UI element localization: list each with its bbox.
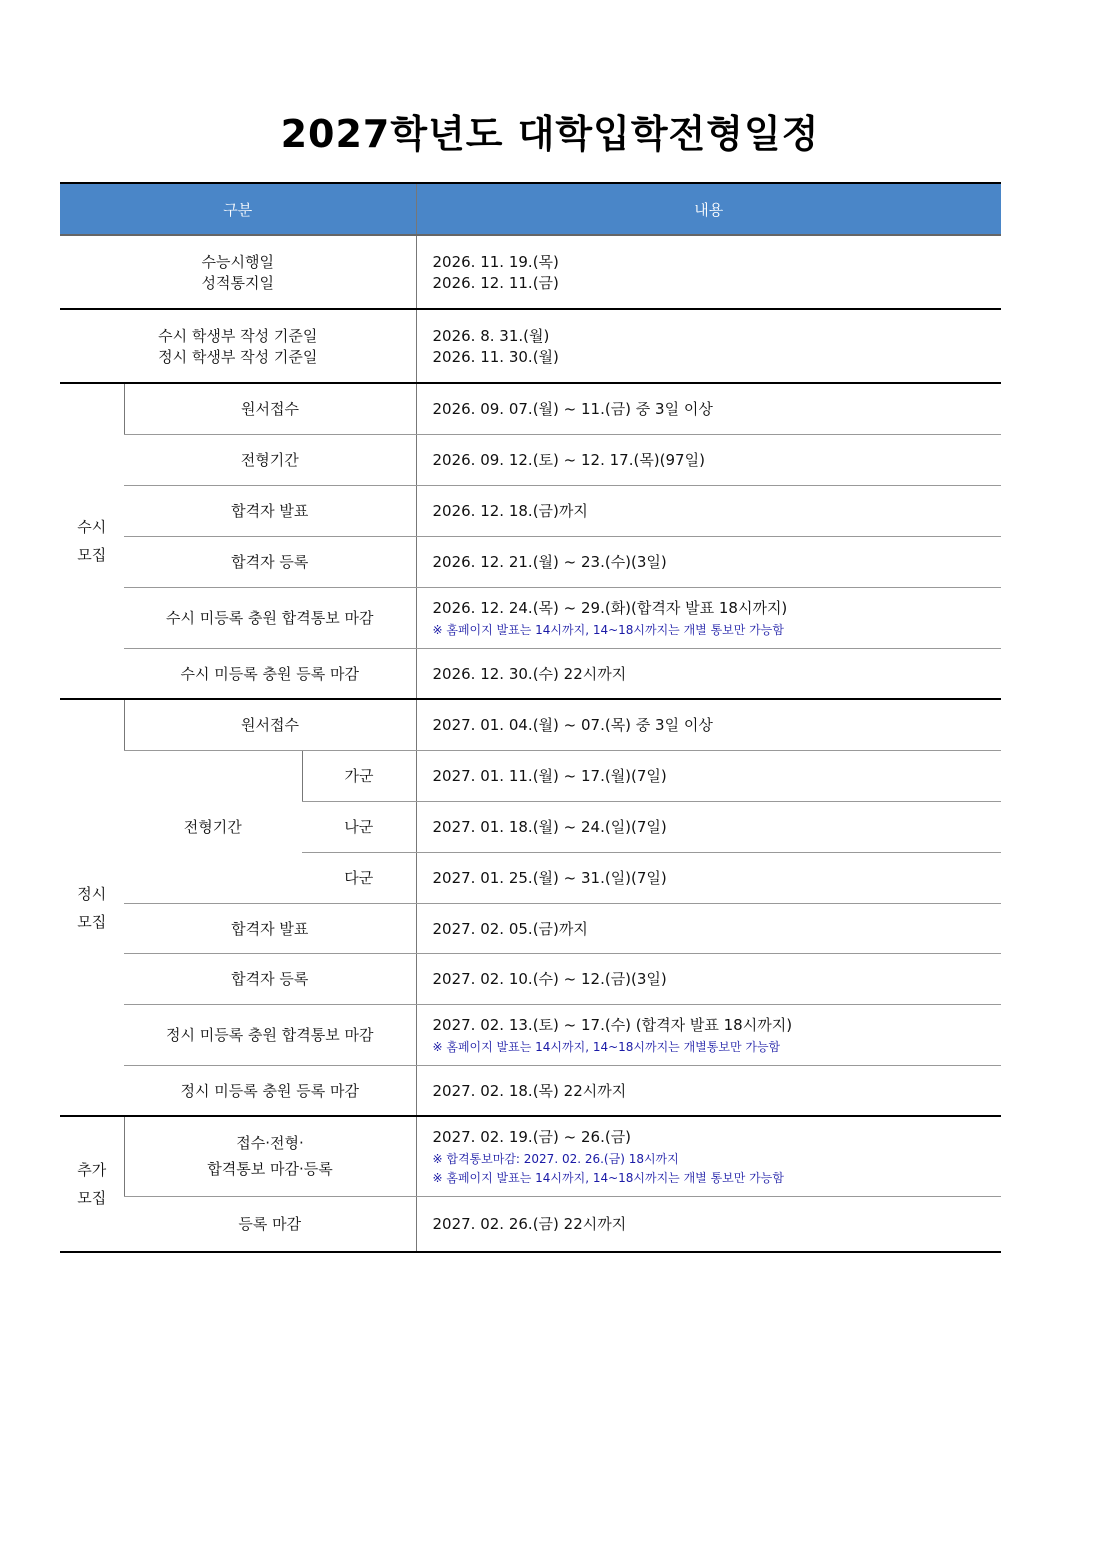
row-value: 2027. 02. 05.(금)까지 <box>416 903 1001 953</box>
row-value: 2027. 01. 25.(월) ~ 31.(일)(7일) <box>416 852 1001 903</box>
row-value-cell <box>416 587 1001 648</box>
row-value-cell <box>416 1116 1001 1196</box>
period-sub-label: 나군 <box>302 801 416 852</box>
row-value: 2027. 02. 26.(금) 22시까지 <box>416 1196 1001 1252</box>
row-value: 2027. 02. 18.(목) 22시까지 <box>416 1065 1001 1116</box>
row-note: ※ 합격통보마감: 2027. 02. 26.(금) 18시까지 <box>432 1152 679 1167</box>
row-label: 원서접수 <box>124 383 416 434</box>
exam-label-cell <box>60 235 416 309</box>
row-value: 2027. 01. 04.(월) ~ 07.(목) 중 3일 이상 <box>416 699 1001 750</box>
row-value: 2027. 02. 10.(수) ~ 12.(금)(3일) <box>416 953 1001 1004</box>
exam-date-value: 2026. 11. 19.(목) <box>432 253 559 271</box>
score-date-label: 성적통지일 <box>201 274 274 292</box>
row-label: 접수·전형· 합격통보 마감·등록 <box>124 1116 416 1196</box>
period-label: 전형기간 <box>124 750 302 903</box>
row-value: 2026. 12. 21.(월) ~ 23.(수)(3일) <box>416 536 1001 587</box>
row-label: 합격자 등록 <box>124 536 416 587</box>
table-row <box>60 750 1001 801</box>
susi-record-value: 2026. 8. 31.(월) <box>432 327 550 345</box>
period-sub-label: 가군 <box>302 750 416 801</box>
chuga-group-label: 추가 모집 <box>60 1116 124 1252</box>
score-date-value: 2026. 12. 11.(금) <box>432 274 559 292</box>
table-row <box>60 648 1001 699</box>
row-value-cell <box>416 1004 1001 1065</box>
jeongsi-record-value: 2026. 11. 30.(월) <box>432 348 559 366</box>
row-value: 2026. 09. 12.(토) ~ 12. 17.(목)(97일) <box>416 434 1001 485</box>
table-row <box>60 1065 1001 1116</box>
table-row <box>60 587 1001 648</box>
exam-date-label: 수능시행일 <box>201 253 274 271</box>
row-value: 2026. 09. 07.(월) ~ 11.(금) 중 3일 이상 <box>416 383 1001 434</box>
table-row <box>60 536 1001 587</box>
row-value: 2027. 02. 13.(토) ~ 17.(수) (합격자 발표 18시까지) <box>432 1016 793 1034</box>
table-row <box>60 699 1001 750</box>
table-row <box>60 309 1001 383</box>
record-value-cell <box>416 309 1001 383</box>
row-label: 수시 미등록 충원 합격통보 마감 <box>124 587 416 648</box>
table-row <box>60 383 1001 434</box>
susi-group-label: 수시 모집 <box>60 383 124 699</box>
row-value: 2027. 01. 11.(월) ~ 17.(월)(7일) <box>416 750 1001 801</box>
jeongsi-group-label: 정시 모집 <box>60 699 124 1116</box>
row-label: 정시 미등록 충원 등록 마감 <box>124 1065 416 1116</box>
row-label: 합격자 등록 <box>124 953 416 1004</box>
table-row <box>60 953 1001 1004</box>
table-row <box>60 1196 1001 1252</box>
row-label: 전형기간 <box>124 434 416 485</box>
exam-value-cell <box>416 235 1001 309</box>
row-note: ※ 홈페이지 발표는 14시까지, 14~18시까지는 개별 통보만 가능함 <box>432 623 784 637</box>
page-title: 2027학년도 대학입학전형일정 <box>280 112 820 156</box>
table-row <box>60 903 1001 953</box>
susi-record-label: 수시 학생부 작성 기준일 <box>158 327 318 345</box>
header-content: 내용 <box>416 183 1001 235</box>
period-sub-label: 다군 <box>302 852 416 903</box>
table-row <box>60 1004 1001 1065</box>
row-label: 수시 미등록 충원 등록 마감 <box>124 648 416 699</box>
row-label: 등록 마감 <box>124 1196 416 1252</box>
row-label: 합격자 발표 <box>124 903 416 953</box>
row-label: 원서접수 <box>124 699 416 750</box>
schedule-table <box>60 182 1001 1253</box>
row-value: 2026. 12. 30.(수) 22시까지 <box>416 648 1001 699</box>
header-category: 구분 <box>60 183 416 235</box>
row-note: ※ 홈페이지 발표는 14시까지, 14~18시까지는 개별통보만 가능함 <box>432 1040 781 1054</box>
table-row <box>60 434 1001 485</box>
record-label-cell <box>60 309 416 383</box>
table-header-row <box>60 183 1001 235</box>
row-value: 2027. 02. 19.(금) ~ 26.(금) <box>432 1128 632 1147</box>
row-label: 정시 미등록 충원 합격통보 마감 <box>124 1004 416 1065</box>
table-row <box>60 235 1001 309</box>
row-value: 2027. 01. 18.(월) ~ 24.(일)(7일) <box>416 801 1001 852</box>
table-row <box>60 485 1001 536</box>
row-note-2: ※ 홈페이지 발표는 14시까지, 14~18시까지는 개별 통보만 가능함 <box>432 1171 784 1186</box>
row-value: 2026. 12. 18.(금)까지 <box>416 485 1001 536</box>
jeongsi-record-label: 정시 학생부 작성 기준일 <box>158 348 318 366</box>
table-row <box>60 1116 1001 1196</box>
row-value: 2026. 12. 24.(목) ~ 29.(화)(합격자 발표 18시까지) <box>432 599 788 617</box>
row-label: 합격자 발표 <box>124 485 416 536</box>
